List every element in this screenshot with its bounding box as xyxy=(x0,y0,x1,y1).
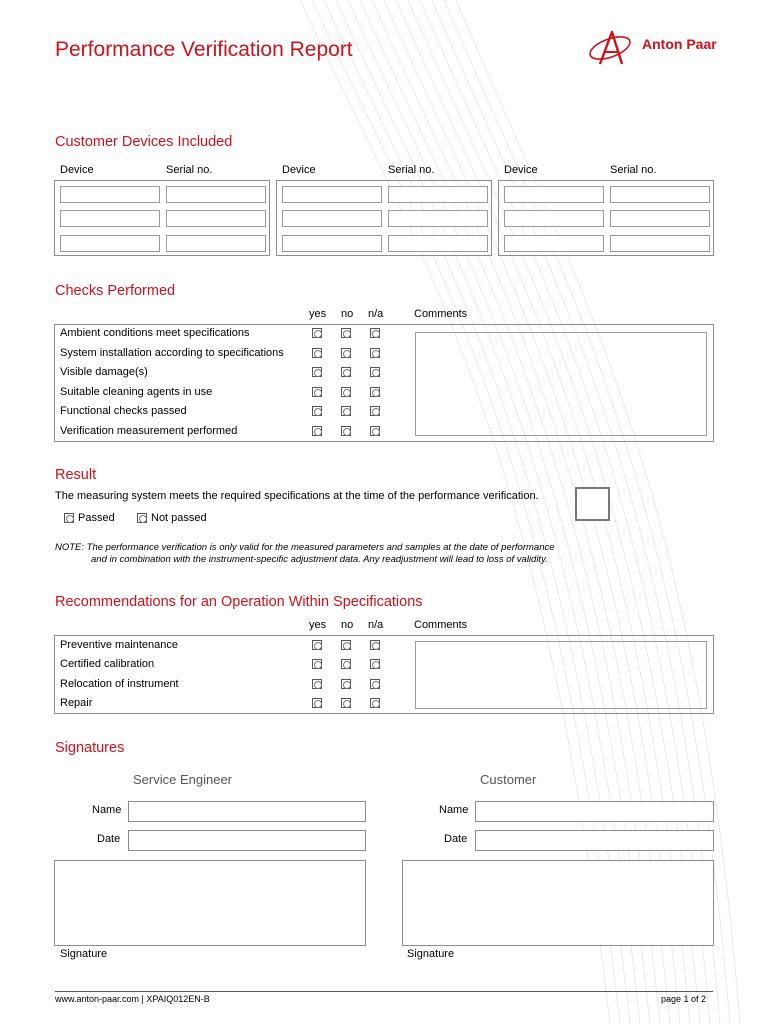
check-label: Verification measurement performed xyxy=(60,425,238,437)
recommendations-comments-field[interactable] xyxy=(415,641,707,709)
device-field[interactable] xyxy=(504,210,604,227)
customer-date-field[interactable] xyxy=(475,830,714,851)
recommendation-yes-radio[interactable] xyxy=(312,698,322,708)
page-number: page 1 of 2 xyxy=(661,994,707,1004)
device-field[interactable] xyxy=(282,186,382,203)
device-field[interactable] xyxy=(60,210,160,227)
serial-field[interactable] xyxy=(166,235,266,252)
check-label: System installation according to specifications xyxy=(60,347,284,359)
engineer-title: Service Engineer xyxy=(133,772,232,787)
check-na-radio[interactable] xyxy=(370,367,380,377)
serial-field[interactable] xyxy=(610,186,710,203)
customer-signature-field[interactable] xyxy=(402,860,714,946)
engineer-signature-label: Signature xyxy=(60,948,108,960)
engineer-name-label: Name xyxy=(92,804,122,816)
serial-field[interactable] xyxy=(610,235,710,252)
recommendation-label: Repair xyxy=(60,697,93,709)
device-field[interactable] xyxy=(504,235,604,252)
check-label: Visible damage(s) xyxy=(60,366,148,378)
check-label: Suitable cleaning agents in use xyxy=(60,386,213,398)
check-na-radio[interactable] xyxy=(370,406,380,416)
result-heading: Result xyxy=(55,467,97,483)
col-na: n/a xyxy=(368,619,384,631)
check-no-radio[interactable] xyxy=(341,387,351,397)
col-yes: yes xyxy=(309,619,327,631)
signatures-heading: Signatures xyxy=(55,740,125,756)
check-yes-radio[interactable] xyxy=(312,406,322,416)
recommendation-label: Certified calibration xyxy=(60,658,155,670)
note-line-2: and in combination with the instrument-specific adjustment data. Any readjustment will lead to loss of validity. xyxy=(91,554,548,565)
device-field[interactable] xyxy=(504,186,604,203)
checks-comments-field[interactable] xyxy=(415,332,707,436)
device-field[interactable] xyxy=(282,210,382,227)
recommendation-na-radio[interactable] xyxy=(370,698,380,708)
recommendation-label: Relocation of instrument xyxy=(60,678,179,690)
device-field[interactable] xyxy=(282,235,382,252)
customer-signature-label: Signature xyxy=(407,948,455,960)
serial-field[interactable] xyxy=(166,186,266,203)
serial-field[interactable] xyxy=(166,210,266,227)
engineer-signature-field[interactable] xyxy=(54,860,366,946)
serial-field[interactable] xyxy=(610,210,710,227)
recommendation-no-radio[interactable] xyxy=(341,679,351,689)
anton-paar-logo-icon xyxy=(586,26,638,68)
passed-radio[interactable] xyxy=(64,513,74,523)
check-no-radio[interactable] xyxy=(341,426,351,436)
check-no-radio[interactable] xyxy=(341,328,351,338)
passed-label: Passed xyxy=(78,512,115,524)
comments-label: Comments xyxy=(414,308,468,320)
check-yes-radio[interactable] xyxy=(312,328,322,338)
check-na-radio[interactable] xyxy=(370,328,380,338)
customer-name-label: Name xyxy=(439,804,469,816)
check-yes-radio[interactable] xyxy=(312,348,322,358)
recommendation-label: Preventive maintenance xyxy=(60,639,179,651)
footer-reference: www.anton-paar.com | XPAIQ012EN-B xyxy=(55,994,210,1004)
serial-field[interactable] xyxy=(388,186,488,203)
serial-field[interactable] xyxy=(388,235,488,252)
recommendation-na-radio[interactable] xyxy=(370,679,380,689)
recommendation-na-radio[interactable] xyxy=(370,659,380,669)
validity-note xyxy=(55,542,555,566)
device-label-1: Device xyxy=(60,164,94,176)
device-group-3 xyxy=(498,180,714,256)
not-passed-label: Not passed xyxy=(151,512,207,524)
check-yes-radio[interactable] xyxy=(312,426,322,436)
footer-divider xyxy=(55,991,713,992)
not-passed-radio[interactable] xyxy=(137,513,147,523)
serial-label-3: Serial no. xyxy=(610,164,657,176)
device-field[interactable] xyxy=(60,186,160,203)
result-checkbox[interactable] xyxy=(575,487,610,521)
check-label: Functional checks passed xyxy=(60,405,187,417)
recommendation-na-radio[interactable] xyxy=(370,640,380,650)
recommendation-yes-radio[interactable] xyxy=(312,659,322,669)
col-yes: yes xyxy=(309,308,327,320)
checks-heading: Checks Performed xyxy=(55,283,176,299)
check-yes-radio[interactable] xyxy=(312,367,322,377)
serial-field[interactable] xyxy=(388,210,488,227)
check-na-radio[interactable] xyxy=(370,426,380,436)
recommendation-no-radio[interactable] xyxy=(341,698,351,708)
page-title: Performance Verification Report xyxy=(55,38,353,61)
engineer-name-field[interactable] xyxy=(128,801,366,822)
col-no: no xyxy=(341,619,354,631)
brand-logo xyxy=(586,26,736,68)
col-na: n/a xyxy=(368,308,384,320)
customer-date-label: Date xyxy=(444,833,468,845)
recommendations-heading: Recommendations for an Operation Within Specifications xyxy=(55,594,423,610)
customer-name-field[interactable] xyxy=(475,801,714,822)
result-statement: The measuring system meets the required specifications at the time of the performance verification. xyxy=(55,490,539,502)
recommendation-no-radio[interactable] xyxy=(341,659,351,669)
device-label-2: Device xyxy=(282,164,316,176)
device-label-3: Device xyxy=(504,164,538,176)
brand-name: Anton Paar xyxy=(642,36,717,52)
device-group-1 xyxy=(54,180,270,256)
check-no-radio[interactable] xyxy=(341,406,351,416)
check-no-radio[interactable] xyxy=(341,348,351,358)
check-na-radio[interactable] xyxy=(370,387,380,397)
recommendation-yes-radio[interactable] xyxy=(312,679,322,689)
devices-heading: Customer Devices Included xyxy=(55,134,233,150)
note-line-1: NOTE: The performance verification is only valid for the measured parameters and samples at the date of performance xyxy=(55,542,555,553)
col-no: no xyxy=(341,308,354,320)
serial-label-2: Serial no. xyxy=(388,164,435,176)
recommendation-yes-radio[interactable] xyxy=(312,640,322,650)
engineer-date-field[interactable] xyxy=(128,830,366,851)
check-no-radio[interactable] xyxy=(341,367,351,377)
check-yes-radio[interactable] xyxy=(312,387,322,397)
check-label: Ambient conditions meet specifications xyxy=(60,327,250,339)
recommendation-no-radio[interactable] xyxy=(341,640,351,650)
device-group-2 xyxy=(276,180,492,256)
customer-title: Customer xyxy=(480,772,537,787)
serial-label-1: Serial no. xyxy=(166,164,213,176)
device-field[interactable] xyxy=(60,235,160,252)
engineer-date-label: Date xyxy=(97,833,121,845)
comments-label: Comments xyxy=(414,619,468,631)
check-na-radio[interactable] xyxy=(370,348,380,358)
